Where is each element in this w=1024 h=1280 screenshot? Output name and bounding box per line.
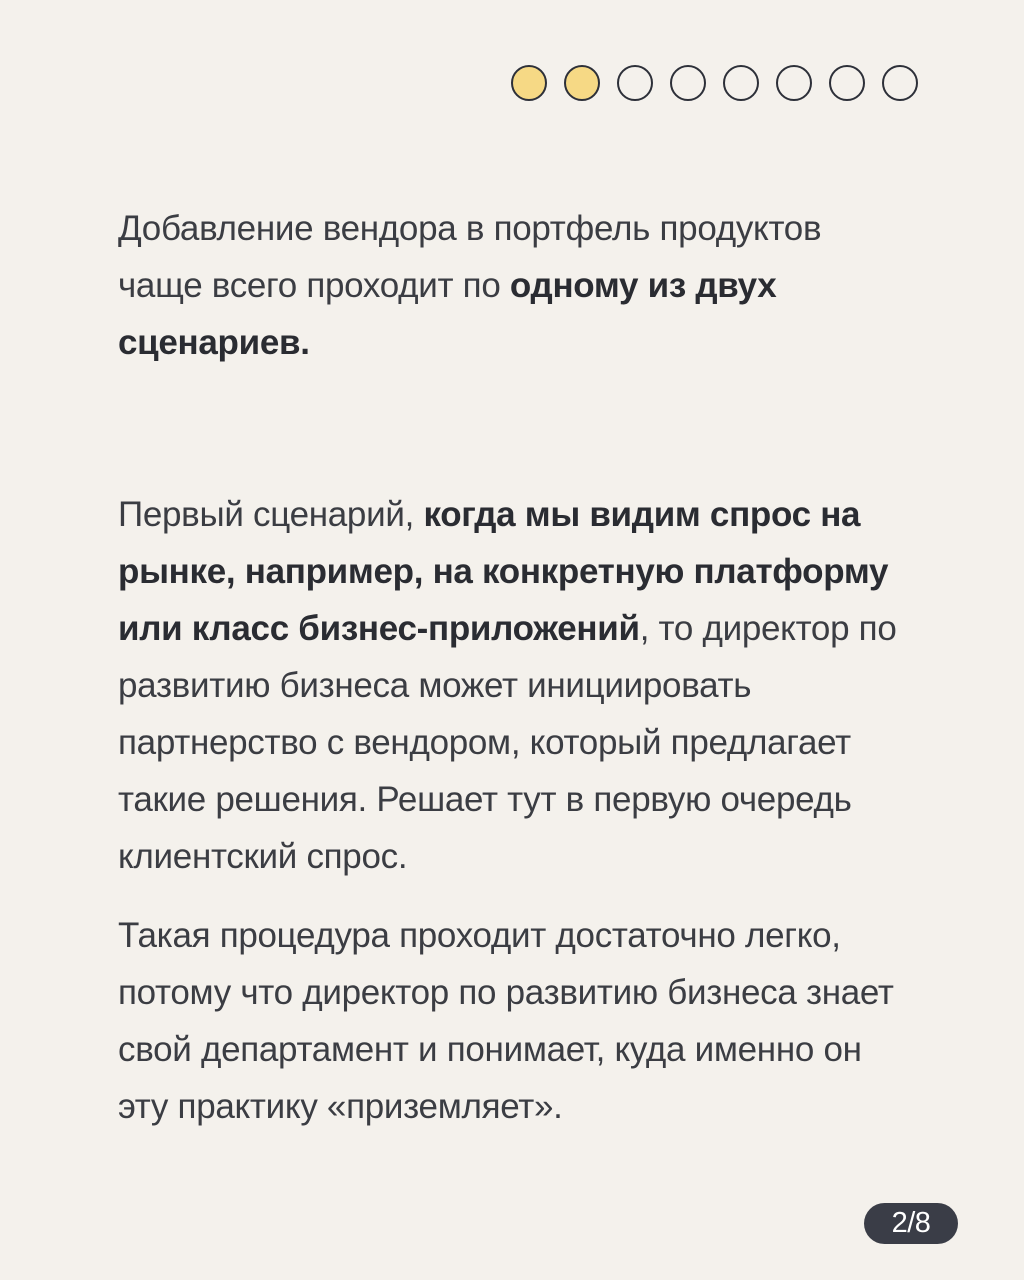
page-counter-badge: 2/8 <box>864 1203 958 1244</box>
procedure-text: Такая процедура проходит достаточно легко, потому что директор по развитию бизнеса знает свой департамент и понимает, куда именно он эту практику «приземляет». <box>118 916 894 1126</box>
intro-paragraph <box>118 200 898 371</box>
progress-dot-2 <box>564 65 600 101</box>
intro-text: Добавление вендора в портфель продуктов чаще всего проходит по <box>118 209 822 305</box>
progress-dot-5 <box>723 65 759 101</box>
intro-bold-text: одному из двух сценариев. <box>118 266 777 362</box>
procedure-paragraph <box>118 907 898 1135</box>
progress-dot-8 <box>882 65 918 101</box>
scenario-bold-text: когда мы видим спрос на рынке, например, на конкретную платформу или класс бизнес-приложений <box>118 495 889 648</box>
progress-indicator <box>511 65 918 101</box>
progress-dot-4 <box>670 65 706 101</box>
scenario-text-end: , то директор по развитию бизнеса может инициировать партнерство с вендором, который предлагает такие решения. Решает тут в первую очередь клиентский спрос. <box>118 609 897 876</box>
progress-dot-3 <box>617 65 653 101</box>
progress-dot-1 <box>511 65 547 101</box>
scenario-text-start: Первый сценарий, <box>118 495 424 534</box>
progress-dot-6 <box>776 65 812 101</box>
slide-content <box>118 200 898 1135</box>
progress-dot-7 <box>829 65 865 101</box>
scenario-paragraph <box>118 486 898 885</box>
